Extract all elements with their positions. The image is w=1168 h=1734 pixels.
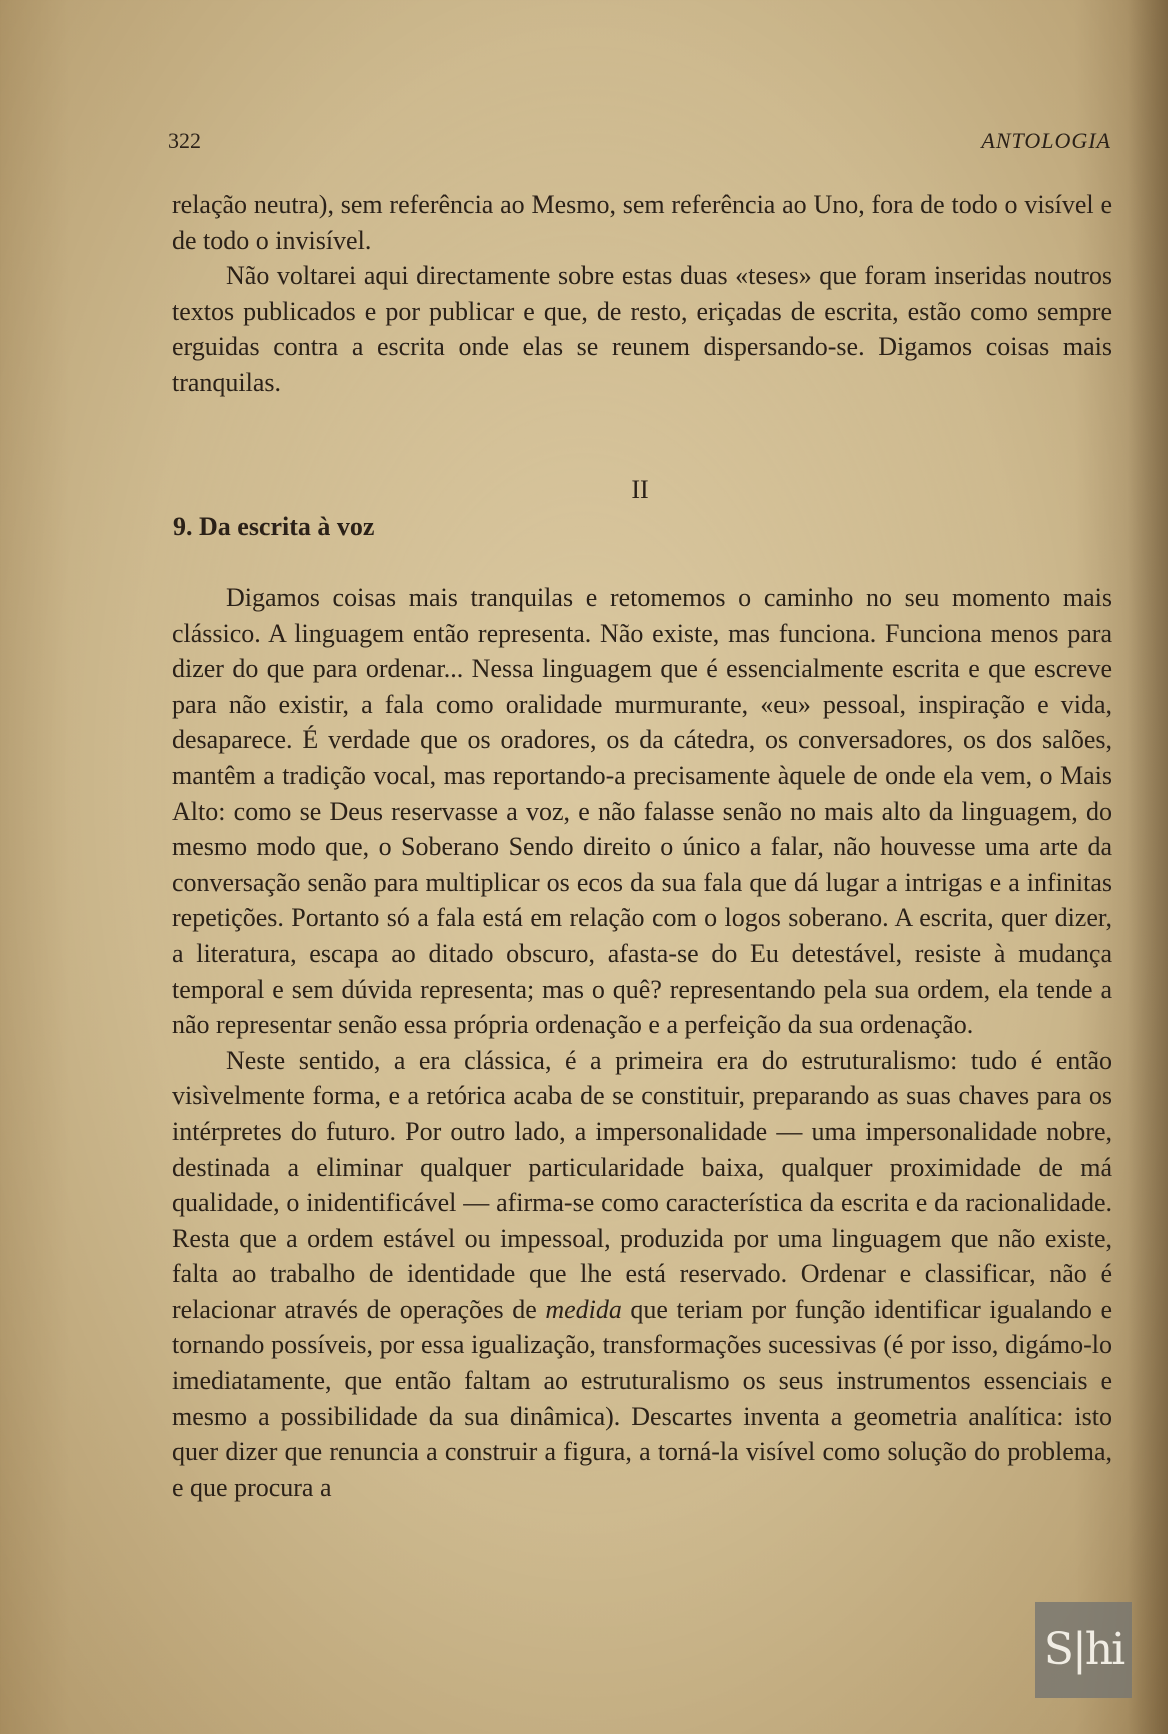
paragraph-structuralism: [172, 1043, 1112, 1506]
text-block-section: [172, 580, 1112, 1505]
paragraph-classical-language: Digamos coisas mais tranquilas e retomemos o caminho no seu momento mais clássico. A linguagem então representa. Não existe, mas funciona. Funciona menos para dizer do que para ordenar... Nessa linguagem que é essencialmente escrita e que escreve para não existir, a fala como oralidade murmurante, «eu» pessoal, inspiração e vida, desaparece. É verdade que os oradores, os da cátedra, os conversadores, os dos salões, mantêm a tradição vocal, mas reportando-a precisamente àquele de onde ela vem, o Mais Alto: como se Deus reservasse a voz, e não falasse senão no mais alto da linguagem, do mesmo modo que, o Soberano Sendo direito o único a falar, não houvesse uma arte da conversação senão para multiplicar os ecos da sua fala que dá lugar a intrigas e a infinitas repetições. Portanto só a fala está em relação com o logos soberano. A escrita, quer dizer, a literatura, escapa ao ditado obscuro, afasta-se do Eu detestável, resiste à mudança temporal e sem dúvida representa; mas o quê? representando pela sua ordem, ela tende a não representar senão essa própria ordenação e a perfeição da sua ordenação.: [172, 583, 1112, 1040]
paragraph-theses: Não voltarei aqui directamente sobre estas duas «teses» que foram inseridas noutros textos publicados e por publicar e que, de resto, eriçadas de escrita, estão como sempre erguidas contra a escrita onde elas se reunem dispersando-se. Digamos coisas mais tranquilas.: [172, 261, 1112, 397]
paragraph-text-part: que teriam por função identificar igualando e tornando possíveis, por essa igualização, transformações sucessivas (é por isso, digámo-lo imediatamente, que então faltam ao estruturalismo os seus instrumentos essenciais e mesmo a possibilidade da sua dinâmica). Descartes inventa a geometria analítica: isto quer dizer que renuncia a construir a figura, a torná-la visível como solução do problema, e que procura a: [172, 1294, 1112, 1502]
paragraph-continuation: relação neutra), sem referência ao Mesmo, sem referência ao Uno, fora de todo o visível e de todo o invisível.: [172, 190, 1112, 255]
section-roman-numeral: II: [631, 475, 649, 504]
page-number: 322: [168, 128, 201, 153]
section-heading: 9. Da escrita à voz: [173, 512, 375, 541]
page-header: [168, 128, 1111, 158]
page-edge-shadow: [1128, 0, 1168, 1734]
text-block-intro: [172, 187, 1112, 401]
running-title: ANTOLOGIA: [981, 128, 1111, 153]
paragraph-text-part: Neste sentido, a era clássica, é a primeira era do estruturalismo: tudo é então visìvelmente forma, e a retórica acaba de se constituir, preparando as suas chaves para os intérpretes do futuro. Por outro lado, a impersonalidade — uma impersonalidade nobre, destinada a eliminar qualquer particularidade baixa, qualquer proximidade de má qualidade, o inidentificável — afirma-se como característica da escrita e da racionalidade. Resta que a ordem estável ou impessoal, produzida por uma linguagem que não existe, falta ao trabalho de identidade que lhe está reservado. Ordenar e classificar, não é relacionar através de operações de: [172, 1045, 1112, 1324]
emphasis-word: medida: [545, 1294, 622, 1324]
library-watermark-logo: S|hi: [1035, 1602, 1132, 1698]
